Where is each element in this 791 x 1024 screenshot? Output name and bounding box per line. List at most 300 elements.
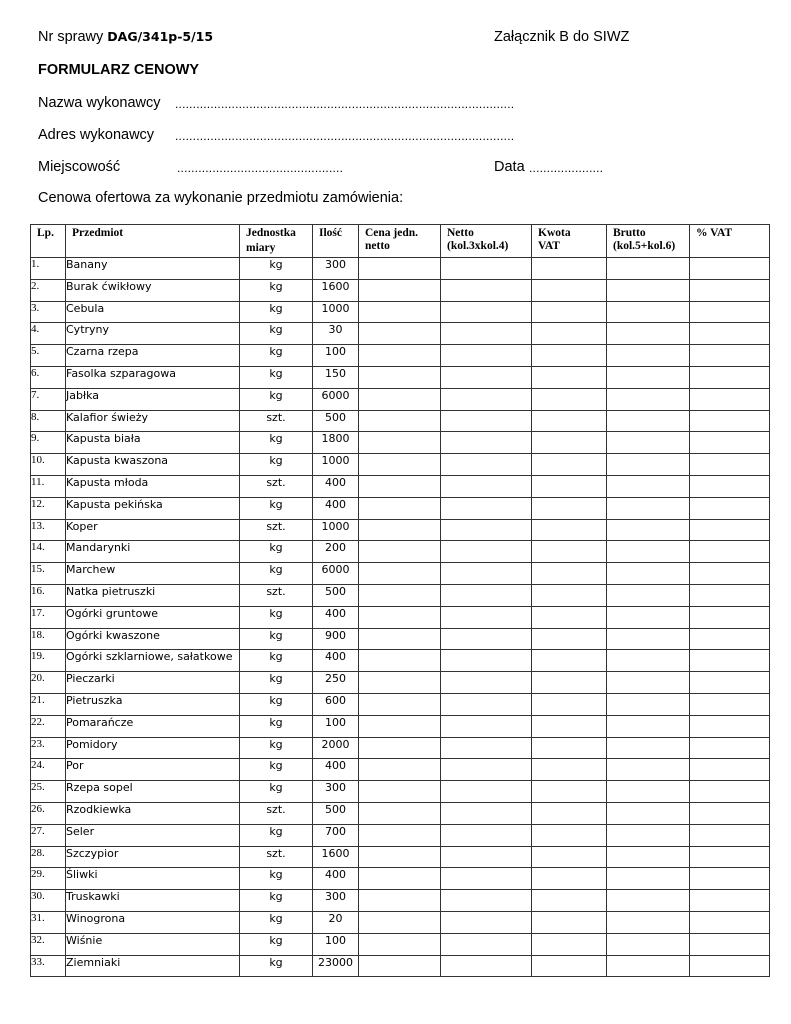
row-gross-cell[interactable] [607,541,690,563]
row-net-cell[interactable] [441,846,532,868]
row-vat-percent-cell[interactable] [690,519,770,541]
row-unit-price-cell[interactable] [359,432,441,454]
row-vat-amount-cell[interactable] [532,890,607,912]
row-gross-cell[interactable] [607,628,690,650]
row-vat-percent-cell[interactable] [690,911,770,933]
row-gross-cell[interactable] [607,301,690,323]
row-unit-price-cell[interactable] [359,497,441,519]
row-gross-cell[interactable] [607,650,690,672]
row-net-cell[interactable] [441,606,532,628]
row-vat-percent-cell[interactable] [690,563,770,585]
row-unit: kg [240,388,313,410]
row-item: Ogórki szklarniowe, sałatkowe [66,650,240,672]
row-lp: 17. [31,606,66,628]
row-net-cell[interactable] [441,672,532,694]
row-item: Pieczarki [66,672,240,694]
row-gross-cell[interactable] [607,715,690,737]
form-title: FORMULARZ CENOWY [38,62,200,78]
table-row [31,410,770,432]
table-row [31,301,770,323]
row-vat-amount-cell[interactable] [532,388,607,410]
row-item: Czarna rzepa [66,345,240,367]
row-unit-price-cell[interactable] [359,890,441,912]
row-unit-price-cell[interactable] [359,868,441,890]
row-gross-cell[interactable] [607,475,690,497]
row-unit-price-cell[interactable] [359,410,441,432]
row-unit: kg [240,541,313,563]
row-qty: 300 [313,890,359,912]
row-unit-price-cell[interactable] [359,258,441,280]
row-net-cell[interactable] [441,497,532,519]
table-row [31,475,770,497]
row-item: Wiśnie [66,933,240,955]
row-lp: 13. [31,519,66,541]
row-item: Koper [66,519,240,541]
row-unit-price-cell[interactable] [359,933,441,955]
table-row [31,519,770,541]
row-qty: 300 [313,781,359,803]
row-unit: szt. [240,846,313,868]
row-gross-cell[interactable] [607,955,690,977]
row-vat-amount-cell[interactable] [532,323,607,345]
row-item: Ziemniaki [66,955,240,977]
row-gross-cell[interactable] [607,410,690,432]
table-row [31,432,770,454]
row-lp: 31. [31,911,66,933]
row-gross-cell[interactable] [607,737,690,759]
row-gross-cell[interactable] [607,497,690,519]
table-row [31,388,770,410]
row-qty: 6000 [313,388,359,410]
table-row [31,454,770,476]
row-unit-price-cell[interactable] [359,454,441,476]
row-net-cell[interactable] [441,432,532,454]
row-vat-amount-cell[interactable] [532,432,607,454]
row-gross-cell[interactable] [607,454,690,476]
row-unit: kg [240,672,313,694]
row-vat-amount-cell[interactable] [532,454,607,476]
row-unit: kg [240,301,313,323]
row-unit: kg [240,868,313,890]
row-net-cell[interactable] [441,628,532,650]
row-unit-price-cell[interactable] [359,802,441,824]
row-vat-percent-cell[interactable] [690,737,770,759]
table-header-row [31,225,770,258]
row-item: Natka pietruszki [66,584,240,606]
row-unit: kg [240,911,313,933]
row-vat-amount-cell[interactable] [532,672,607,694]
row-net-cell[interactable] [441,410,532,432]
row-vat-amount-cell[interactable] [532,606,607,628]
row-vat-amount-cell[interactable] [532,301,607,323]
row-net-cell[interactable] [441,759,532,781]
row-qty: 100 [313,715,359,737]
table-row [31,693,770,715]
row-gross-cell[interactable] [607,693,690,715]
row-item: Kalafior świeży [66,410,240,432]
row-item: Jabłka [66,388,240,410]
row-net-cell[interactable] [441,345,532,367]
contractor-address-field[interactable]: ................................................................................................ [175,129,515,143]
row-vat-amount-cell[interactable] [532,563,607,585]
row-gross-cell[interactable] [607,868,690,890]
row-unit: kg [240,345,313,367]
row-unit: kg [240,933,313,955]
row-unit-price-cell[interactable] [359,606,441,628]
row-qty: 600 [313,693,359,715]
row-vat-amount-cell[interactable] [532,868,607,890]
row-net-cell[interactable] [441,890,532,912]
row-gross-cell[interactable] [607,519,690,541]
row-net-cell[interactable] [441,323,532,345]
row-unit-price-cell[interactable] [359,388,441,410]
table-row [31,279,770,301]
row-qty: 700 [313,824,359,846]
row-item: Pietruszka [66,693,240,715]
table-body [31,258,770,977]
date-field[interactable]: ..................... [529,161,604,175]
row-vat-percent-cell[interactable] [690,781,770,803]
case-number: DAG/341p-5/15 [107,29,214,44]
table-row [31,628,770,650]
contractor-name-label: Nazwa wykonawcy [38,95,161,111]
row-net-cell[interactable] [441,650,532,672]
row-lp: 26. [31,802,66,824]
row-unit-price-cell[interactable] [359,955,441,977]
row-item: Por [66,759,240,781]
table-row [31,563,770,585]
row-qty: 30 [313,323,359,345]
row-qty: 500 [313,410,359,432]
row-lp: 25. [31,781,66,803]
row-net-cell[interactable] [441,933,532,955]
row-qty: 100 [313,345,359,367]
row-item: Cebula [66,301,240,323]
row-unit: kg [240,824,313,846]
row-vat-percent-cell[interactable] [690,824,770,846]
row-unit-price-cell[interactable] [359,650,441,672]
row-gross-cell[interactable] [607,258,690,280]
row-lp: 20. [31,672,66,694]
row-vat-percent-cell[interactable] [690,933,770,955]
row-vat-percent-cell[interactable] [690,890,770,912]
row-vat-amount-cell[interactable] [532,584,607,606]
row-gross-cell[interactable] [607,824,690,846]
row-unit: kg [240,497,313,519]
row-vat-percent-cell[interactable] [690,759,770,781]
row-vat-amount-cell[interactable] [532,802,607,824]
row-qty: 400 [313,868,359,890]
row-vat-amount-cell[interactable] [532,475,607,497]
row-net-cell[interactable] [441,802,532,824]
row-lp: 16. [31,584,66,606]
row-vat-amount-cell[interactable] [532,846,607,868]
row-unit-price-cell[interactable] [359,323,441,345]
table-row [31,584,770,606]
row-gross-cell[interactable] [607,584,690,606]
row-qty: 1000 [313,519,359,541]
row-vat-amount-cell[interactable] [532,737,607,759]
row-gross-cell[interactable] [607,933,690,955]
row-vat-amount-cell[interactable] [532,258,607,280]
row-unit: kg [240,737,313,759]
table-row [31,781,770,803]
row-vat-amount-cell[interactable] [532,279,607,301]
row-vat-amount-cell[interactable] [532,933,607,955]
row-unit-price-cell[interactable] [359,737,441,759]
row-qty: 400 [313,475,359,497]
row-gross-cell[interactable] [607,759,690,781]
row-unit: kg [240,890,313,912]
row-net-cell[interactable] [441,911,532,933]
row-lp: 11. [31,475,66,497]
row-net-cell[interactable] [441,388,532,410]
table-row [31,258,770,280]
row-unit: kg [240,759,313,781]
row-gross-cell[interactable] [607,366,690,388]
contractor-name-field[interactable]: ................................................................................................ [175,97,515,111]
col-header-net: Netto (kol.3xkol.4) [441,225,532,258]
row-unit: kg [240,279,313,301]
row-vat-amount-cell[interactable] [532,781,607,803]
row-lp: 7. [31,388,66,410]
intro-text: Cenowa ofertowa za wykonanie przedmiotu zamówienia: [38,190,404,206]
row-unit: szt. [240,410,313,432]
row-item: Burak ćwikłowy [66,279,240,301]
row-net-cell[interactable] [441,781,532,803]
row-vat-percent-cell[interactable] [690,802,770,824]
row-vat-amount-cell[interactable] [532,824,607,846]
row-qty: 2000 [313,737,359,759]
row-item: Truskawki [66,890,240,912]
table-row [31,323,770,345]
row-net-cell[interactable] [441,519,532,541]
row-net-cell[interactable] [441,279,532,301]
row-unit-price-cell[interactable] [359,824,441,846]
row-vat-percent-cell[interactable] [690,258,770,280]
row-vat-percent-cell[interactable] [690,323,770,345]
row-lp: 23. [31,737,66,759]
row-qty: 500 [313,584,359,606]
row-item: Szczypior [66,846,240,868]
row-qty: 1600 [313,279,359,301]
row-unit: kg [240,432,313,454]
row-vat-amount-cell[interactable] [532,693,607,715]
table-row [31,911,770,933]
row-lp: 19. [31,650,66,672]
row-unit: szt. [240,802,313,824]
row-item: Marchew [66,563,240,585]
row-lp: 24. [31,759,66,781]
row-lp: 15. [31,563,66,585]
row-gross-cell[interactable] [607,345,690,367]
row-lp: 33. [31,955,66,977]
row-unit-price-cell[interactable] [359,846,441,868]
row-lp: 9. [31,432,66,454]
row-gross-cell[interactable] [607,279,690,301]
row-net-cell[interactable] [441,584,532,606]
col-header-qty: Ilość [313,225,359,258]
row-vat-percent-cell[interactable] [690,301,770,323]
row-vat-percent-cell[interactable] [690,846,770,868]
row-qty: 400 [313,606,359,628]
row-unit-price-cell[interactable] [359,519,441,541]
row-lp: 27. [31,824,66,846]
row-unit-price-cell[interactable] [359,759,441,781]
row-qty: 200 [313,541,359,563]
row-lp: 28. [31,846,66,868]
row-net-cell[interactable] [441,868,532,890]
row-net-cell[interactable] [441,693,532,715]
row-vat-amount-cell[interactable] [532,911,607,933]
row-vat-amount-cell[interactable] [532,650,607,672]
row-vat-percent-cell[interactable] [690,628,770,650]
row-vat-amount-cell[interactable] [532,497,607,519]
row-net-cell[interactable] [441,454,532,476]
table-row [31,715,770,737]
col-header-lp: Lp. [31,225,66,258]
row-vat-percent-cell[interactable] [690,650,770,672]
row-unit-price-cell[interactable] [359,541,441,563]
row-vat-percent-cell[interactable] [690,388,770,410]
city-field[interactable]: ............................................... [177,161,344,175]
row-vat-percent-cell[interactable] [690,454,770,476]
row-item: Rzodkiewka [66,802,240,824]
row-gross-cell[interactable] [607,606,690,628]
col-header-vat-amount: Kwota VAT [532,225,607,258]
row-net-cell[interactable] [441,737,532,759]
row-gross-cell[interactable] [607,672,690,694]
row-qty: 6000 [313,563,359,585]
row-vat-percent-cell[interactable] [690,410,770,432]
row-vat-percent-cell[interactable] [690,955,770,977]
table-row [31,737,770,759]
row-unit-price-cell[interactable] [359,781,441,803]
row-vat-percent-cell[interactable] [690,475,770,497]
row-gross-cell[interactable] [607,432,690,454]
row-vat-percent-cell[interactable] [690,868,770,890]
row-gross-cell[interactable] [607,323,690,345]
row-item: Pomarańcze [66,715,240,737]
row-vat-percent-cell[interactable] [690,279,770,301]
row-vat-amount-cell[interactable] [532,541,607,563]
table-row [31,846,770,868]
row-qty: 1800 [313,432,359,454]
row-unit-price-cell[interactable] [359,911,441,933]
row-unit: kg [240,628,313,650]
table-row [31,759,770,781]
row-unit-price-cell[interactable] [359,672,441,694]
row-lp: 21. [31,693,66,715]
row-gross-cell[interactable] [607,802,690,824]
row-gross-cell[interactable] [607,911,690,933]
row-vat-amount-cell[interactable] [532,345,607,367]
row-item: Kapusta pekińska [66,497,240,519]
row-net-cell[interactable] [441,715,532,737]
row-vat-percent-cell[interactable] [690,541,770,563]
row-lp: 8. [31,410,66,432]
row-unit: kg [240,323,313,345]
row-lp: 6. [31,366,66,388]
row-gross-cell[interactable] [607,846,690,868]
row-gross-cell[interactable] [607,563,690,585]
row-lp: 4. [31,323,66,345]
date-label: Data [494,159,525,175]
row-item: Winogrona [66,911,240,933]
row-lp: 1. [31,258,66,280]
row-net-cell[interactable] [441,301,532,323]
row-qty: 400 [313,497,359,519]
row-vat-amount-cell[interactable] [532,628,607,650]
row-vat-percent-cell[interactable] [690,366,770,388]
row-vat-amount-cell[interactable] [532,759,607,781]
col-header-vat-percent: % VAT [690,225,770,258]
row-net-cell[interactable] [441,955,532,977]
row-gross-cell[interactable] [607,388,690,410]
row-unit-price-cell[interactable] [359,584,441,606]
contractor-address-label: Adres wykonawcy [38,127,155,143]
table-row [31,802,770,824]
table-row [31,890,770,912]
table-row [31,933,770,955]
row-vat-amount-cell[interactable] [532,715,607,737]
row-net-cell[interactable] [441,258,532,280]
row-vat-percent-cell[interactable] [690,584,770,606]
row-qty: 1600 [313,846,359,868]
row-vat-percent-cell[interactable] [690,497,770,519]
row-net-cell[interactable] [441,366,532,388]
row-gross-cell[interactable] [607,890,690,912]
row-vat-percent-cell[interactable] [690,672,770,694]
row-vat-amount-cell[interactable] [532,410,607,432]
row-vat-percent-cell[interactable] [690,693,770,715]
row-vat-percent-cell[interactable] [690,345,770,367]
row-unit: kg [240,693,313,715]
row-unit-price-cell[interactable] [359,693,441,715]
row-vat-amount-cell[interactable] [532,955,607,977]
row-unit-price-cell[interactable] [359,301,441,323]
row-unit-price-cell[interactable] [359,475,441,497]
row-qty: 500 [313,802,359,824]
row-unit-price-cell[interactable] [359,345,441,367]
row-item: Kapusta biała [66,432,240,454]
row-vat-amount-cell[interactable] [532,366,607,388]
row-net-cell[interactable] [441,541,532,563]
row-unit-price-cell[interactable] [359,628,441,650]
row-lp: 3. [31,301,66,323]
row-vat-percent-cell[interactable] [690,432,770,454]
row-unit: kg [240,715,313,737]
row-lp: 22. [31,715,66,737]
row-lp: 14. [31,541,66,563]
row-gross-cell[interactable] [607,781,690,803]
row-qty: 100 [313,933,359,955]
row-vat-percent-cell[interactable] [690,606,770,628]
row-unit-price-cell[interactable] [359,563,441,585]
row-vat-percent-cell[interactable] [690,715,770,737]
row-lp: 2. [31,279,66,301]
row-net-cell[interactable] [441,824,532,846]
row-unit-price-cell[interactable] [359,279,441,301]
row-net-cell[interactable] [441,563,532,585]
row-unit-price-cell[interactable] [359,366,441,388]
row-item: Cytryny [66,323,240,345]
row-unit: szt. [240,475,313,497]
row-unit-price-cell[interactable] [359,715,441,737]
row-vat-amount-cell[interactable] [532,519,607,541]
row-net-cell[interactable] [441,475,532,497]
row-item: Fasolka szparagowa [66,366,240,388]
